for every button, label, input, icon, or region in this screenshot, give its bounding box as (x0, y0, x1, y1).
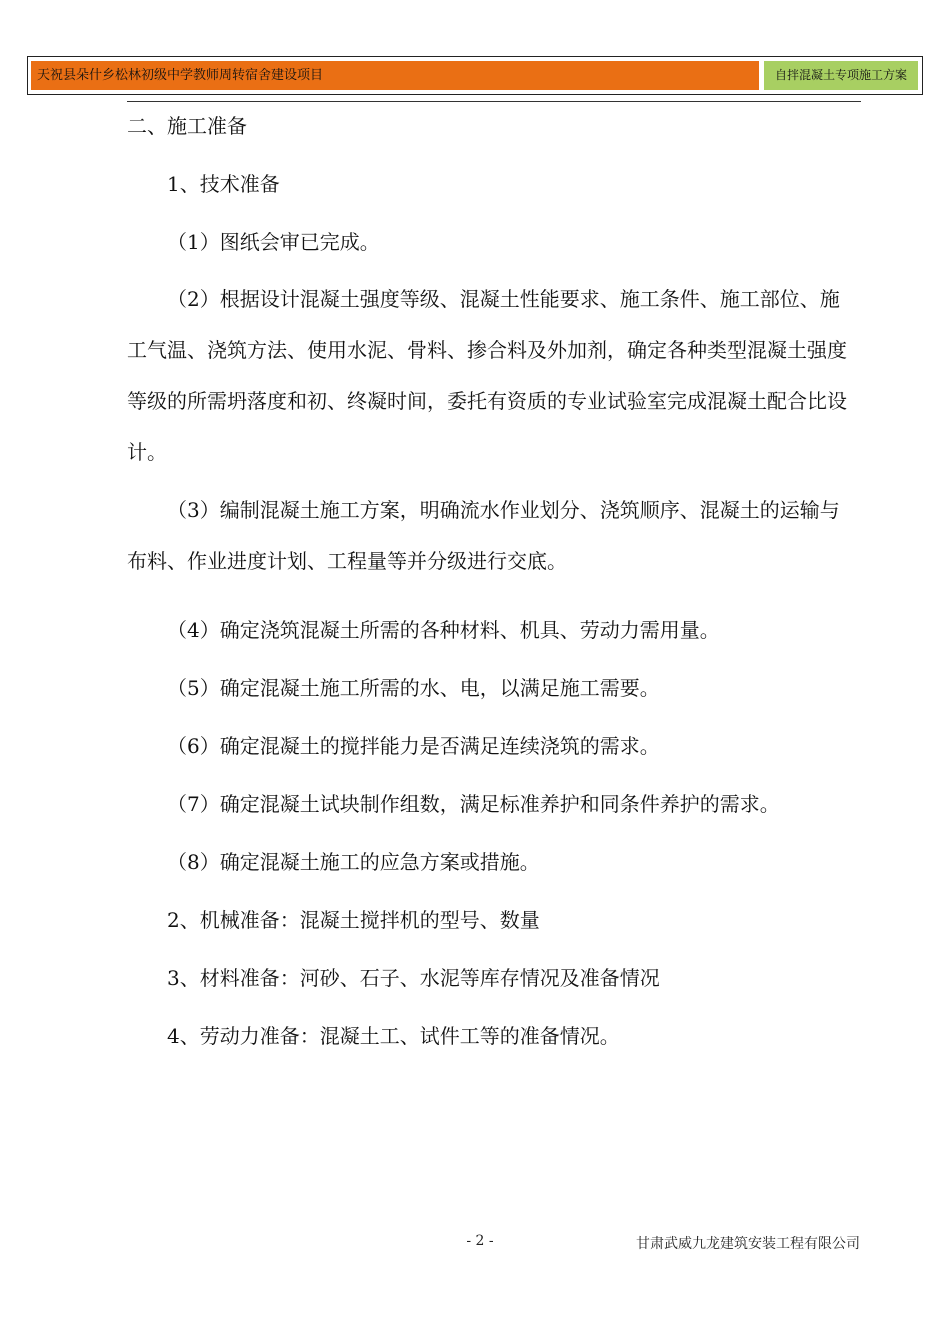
document-body (127, 103, 849, 1051)
subsection-machinery-prep: 2、机械准备：混凝土搅拌机的型号、数量 (167, 908, 540, 932)
item-7: （7）确定混凝土试块制作组数，满足标准养护和同条件养护的需求。 (167, 792, 780, 816)
item-1: （1）图纸会审已完成。 (167, 230, 380, 254)
item-8: （8）确定混凝土施工的应急方案或措施。 (167, 850, 540, 874)
subsection-labor-prep: 4、劳动力准备：混凝土工、试件工等的准备情况。 (167, 1024, 620, 1048)
section-heading: 二、施工准备 (127, 114, 247, 138)
item-3: （3）编制混凝土施工方案，明确流水作业划分、浇筑顺序、混凝土的运输与布料、作业进度计划、工程量等并分级进行交底。 (127, 498, 840, 573)
item-2: （2）根据设计混凝土强度等级、混凝土性能要求、施工条件、施工部位、施工气温、浇筑方法、使用水泥、骨料、掺合料及外加剂，确定各种类型混凝土强度等级的所需坍落度和初、终凝时间，委托有资质的专业试验室完成混凝土配合比设计。 (127, 287, 847, 464)
header-divider (127, 101, 861, 102)
subsection-material-prep: 3、材料准备：河砂、石子、水泥等库存情况及准备情况 (167, 966, 660, 990)
header-project-name: 天祝县朵什乡松林初级中学教师周转宿舍建设项目 (31, 61, 759, 90)
item-4: （4）确定浇筑混凝土所需的各种材料、机具、劳动力需用量。 (167, 618, 720, 642)
page-number: - 2 - (466, 1233, 494, 1249)
footer-company: 甘肃武威九龙建筑安装工程有限公司 (636, 1236, 860, 1252)
item-5: （5）确定混凝土施工所需的水、电，以满足施工需要。 (167, 676, 660, 700)
subsection-technical-prep: 1、技术准备 (167, 172, 280, 196)
header-document-title: 自拌混凝土专项施工方案 (764, 61, 918, 90)
item-6: （6）确定混凝土的搅拌能力是否满足连续浇筑的需求。 (167, 734, 660, 758)
